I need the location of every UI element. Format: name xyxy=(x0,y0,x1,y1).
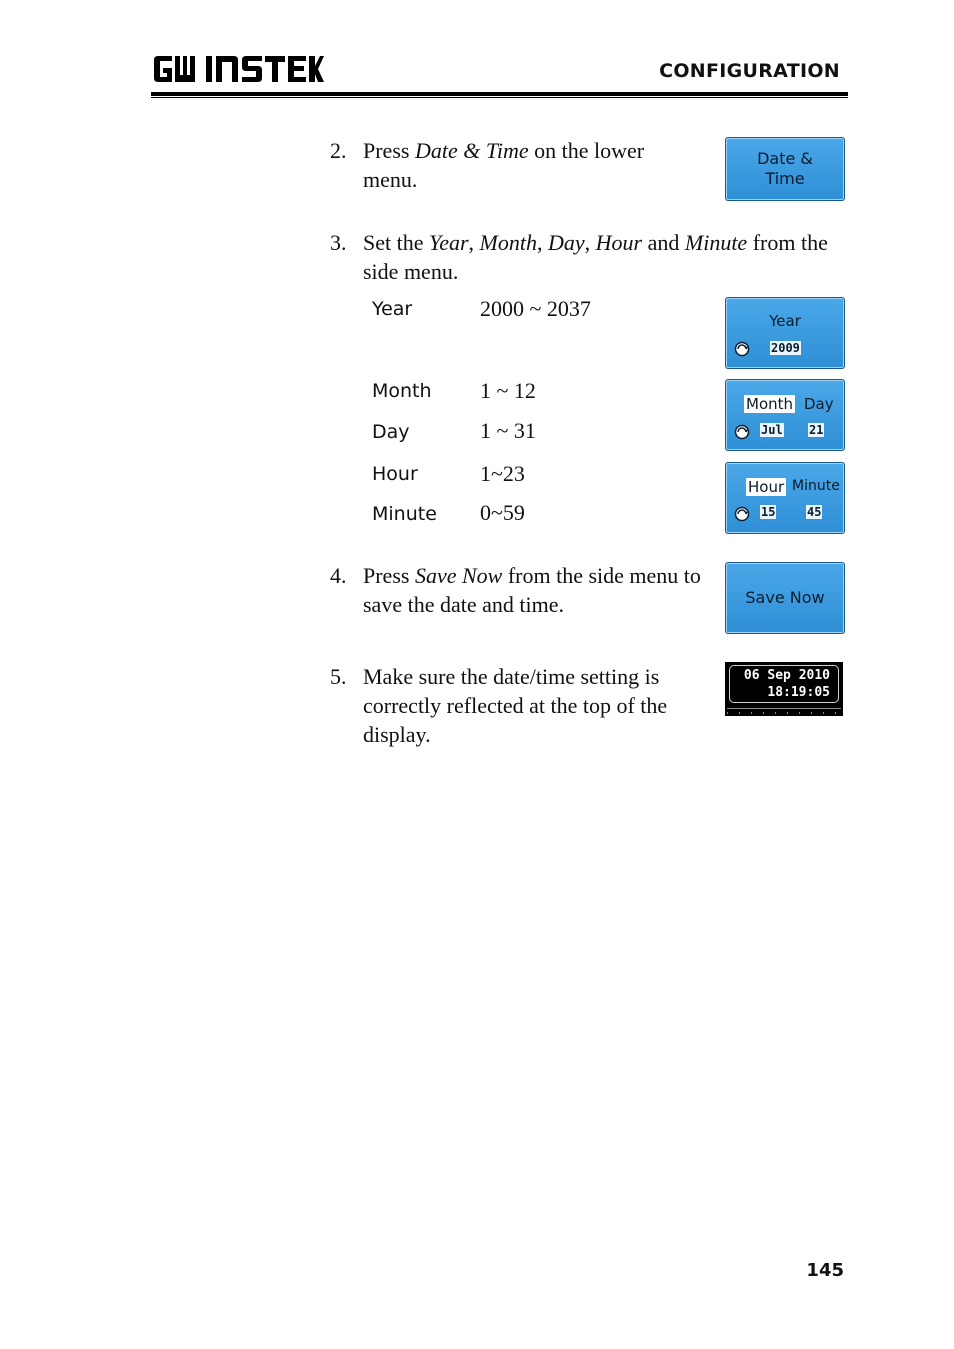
variable-knob-icon xyxy=(734,424,750,440)
param-range-hour: 1~23 xyxy=(480,461,525,486)
month-label: Month xyxy=(746,395,794,413)
save-now-label: Save Now xyxy=(745,588,825,607)
step-emphasis: Year xyxy=(429,230,469,255)
step-text-part: , xyxy=(584,230,596,255)
save-now-button[interactable] xyxy=(725,562,845,634)
datetime-display xyxy=(725,662,843,716)
step-emphasis: Date & Time xyxy=(414,138,529,163)
step-text xyxy=(363,136,693,194)
step-text xyxy=(363,662,715,749)
year-button[interactable] xyxy=(725,297,845,369)
step-emphasis: Day xyxy=(548,230,585,255)
step-emphasis: Save Now xyxy=(414,563,503,588)
step-emphasis: Month xyxy=(479,230,537,255)
step-number: 5. xyxy=(330,664,347,689)
hour-label: Hour xyxy=(748,478,785,496)
header-rule xyxy=(151,92,848,96)
step-text xyxy=(363,228,853,286)
day-label: Day xyxy=(804,395,834,413)
gw-instek-logo xyxy=(152,52,324,86)
display-date: 06 Sep 2010 xyxy=(743,668,830,683)
date-time-label-line2: Time xyxy=(765,169,805,188)
step-text-part: Press xyxy=(363,563,415,588)
step-text-part: on the lower menu. xyxy=(363,138,645,192)
step-text-part: Make sure the date/time setting is correctly reflected at the top of the display. xyxy=(363,664,668,747)
param-range-day: 1 ~ 31 xyxy=(480,418,536,443)
step-emphasis: Hour xyxy=(595,230,643,255)
param-name-day: Day xyxy=(372,421,410,443)
month-day-button[interactable] xyxy=(725,379,845,451)
step-text-part: and xyxy=(642,230,685,255)
hour-minute-button[interactable] xyxy=(725,462,845,534)
graticule-line xyxy=(727,708,841,709)
step-number: 2. xyxy=(330,138,347,163)
day-value: 21 xyxy=(809,423,824,437)
param-range-minute: 0~59 xyxy=(480,500,525,525)
variable-knob-icon xyxy=(734,506,750,522)
step-text-part: Set the xyxy=(363,230,429,255)
step-text xyxy=(363,561,721,619)
step-text-part: Press xyxy=(363,138,415,163)
param-range-year: 2000 ~ 2037 xyxy=(480,296,591,321)
date-time-label-line1: Date & xyxy=(757,149,813,168)
variable-knob-icon xyxy=(734,341,750,357)
step-text-part: , xyxy=(468,230,480,255)
step-emphasis: Minute xyxy=(684,230,748,255)
step-text-part: from the side menu. xyxy=(363,230,828,284)
year-label: Year xyxy=(769,312,801,330)
section-title: CONFIGURATION xyxy=(659,60,840,82)
param-name-year: Year xyxy=(372,298,413,320)
param-name-hour: Hour xyxy=(372,463,418,485)
header-rule-thin xyxy=(151,97,848,98)
display-time: 18:19:05 xyxy=(767,685,830,700)
step-number: 4. xyxy=(330,563,347,588)
param-name-month: Month xyxy=(372,380,432,402)
datetime-display-frame xyxy=(729,665,839,703)
hour-value: 15 xyxy=(761,505,776,519)
param-range-month: 1 ~ 12 xyxy=(480,378,536,403)
step-number: 3. xyxy=(330,230,347,255)
page-number: 145 xyxy=(806,1260,844,1281)
step-text-part: , xyxy=(537,230,548,255)
minute-value: 45 xyxy=(807,505,822,519)
month-value: Jul xyxy=(761,423,783,437)
date-time-button[interactable] xyxy=(725,137,845,201)
step-text-part: from the side menu to save the date and time. xyxy=(363,563,701,617)
param-name-minute: Minute xyxy=(372,503,437,525)
year-value: 2009 xyxy=(771,341,800,355)
minute-label: Minute xyxy=(792,478,840,494)
graticule-ticks xyxy=(727,712,841,714)
